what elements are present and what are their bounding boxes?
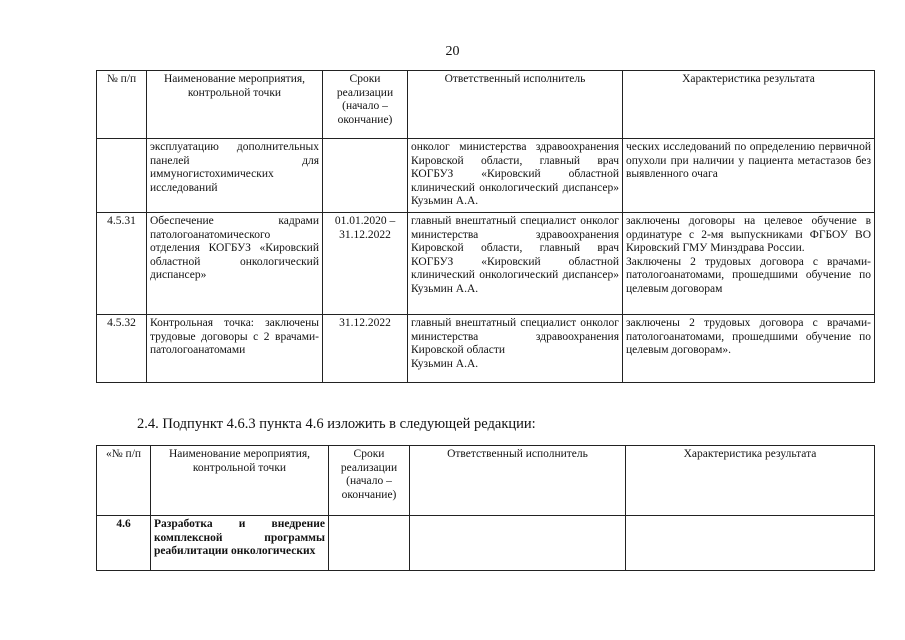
row-result: заключены 2 трудовых договора с врачами-патологоанатомами, прошедшими обучение по целевым договорам». <box>623 315 875 383</box>
header-num: № п/п <box>97 71 147 139</box>
header-result: Характеристика результата <box>626 446 875 516</box>
row-name: эксплуатацию дополнительных панелей для иммуногистохимических исследований <box>147 139 323 213</box>
header-dates: Сроки реализации (начало – окончание) <box>323 71 408 139</box>
row-dates <box>323 139 408 213</box>
table-header-row <box>97 71 875 139</box>
header-dates: Сроки реализации (начало – окончание) <box>329 446 410 516</box>
row-responsible: главный внештатный специалист онколог министерства здравоохранения Кировской области, главный врач КОГБУЗ «Кировский областной клинический онкологический диспансер» Кузьмин А.А. <box>408 213 623 315</box>
page-number: 20 <box>445 44 460 59</box>
row-num: 4.5.31 <box>97 213 147 315</box>
row-result: ческих исследований по определению первичной опухоли при наличии у пациента метастазов без выявленного очага <box>623 139 875 213</box>
header-responsible: Ответственный исполнитель <box>410 446 626 516</box>
header-responsible: Ответственный исполнитель <box>408 71 623 139</box>
table-new-edition <box>96 445 875 571</box>
amendment-paragraph: 2.4. Подпункт 4.6.3 пункта 4.6 изложить в следующей редакции: <box>137 416 536 432</box>
row-num <box>97 139 147 213</box>
header-num: «№ п/п <box>97 446 151 516</box>
row-responsible-part1: главный внештатный специалист онколог министерства здравоохранения Кировской области <box>411 317 619 356</box>
row-dates <box>329 516 410 571</box>
row-name: Обеспечение кадрами патологоанатомического отделения КОГБУЗ «Кировский областной онкологический диспансер» <box>147 213 323 315</box>
row-num: 4.6 <box>97 516 151 571</box>
row-result <box>626 516 875 571</box>
row-name: Контрольная точка: заключены трудовые договоры с 2 врачами-патологоанатомами <box>147 315 323 383</box>
row-result-part1: заключены договоры на целевое обучение в ординатуре с 2-мя выпускниками ФГБОУ ВО Кировский ГМУ Минздрава России. <box>626 215 871 254</box>
row-name: Разработка и внедрение комплексной программы реабилитации онкологических <box>151 516 329 571</box>
header-name: Наименование мероприятия, контрольной точки <box>151 446 329 516</box>
row-result <box>623 213 875 315</box>
header-result: Характеристика результата <box>623 71 875 139</box>
row-dates: 01.01.2020 – 31.12.2022 <box>323 213 408 315</box>
row-responsible <box>410 516 626 571</box>
table-continuation <box>96 70 875 383</box>
header-name: Наименование мероприятия, контрольной точки <box>147 71 323 139</box>
row-responsible: онколог министерства здравоохранения Кировской области, главный врач КОГБУЗ «Кировский областной клинический онкологический диспансер» Кузьмин А.А. <box>408 139 623 213</box>
table-row <box>97 213 875 315</box>
row-dates: 31.12.2022 <box>323 315 408 383</box>
row-responsible-part2: Кузьмин А.А. <box>411 357 479 370</box>
table-row <box>97 315 875 383</box>
table-header-row <box>97 446 875 516</box>
row-result-part2: Заключены 2 трудовых договора с врачами-патологоанатомами, прошедшими обучение по целевым договорам <box>626 255 871 295</box>
row-num: 4.5.32 <box>97 315 147 383</box>
table-row <box>97 516 875 571</box>
row-responsible <box>408 315 623 383</box>
table-row <box>97 139 875 213</box>
